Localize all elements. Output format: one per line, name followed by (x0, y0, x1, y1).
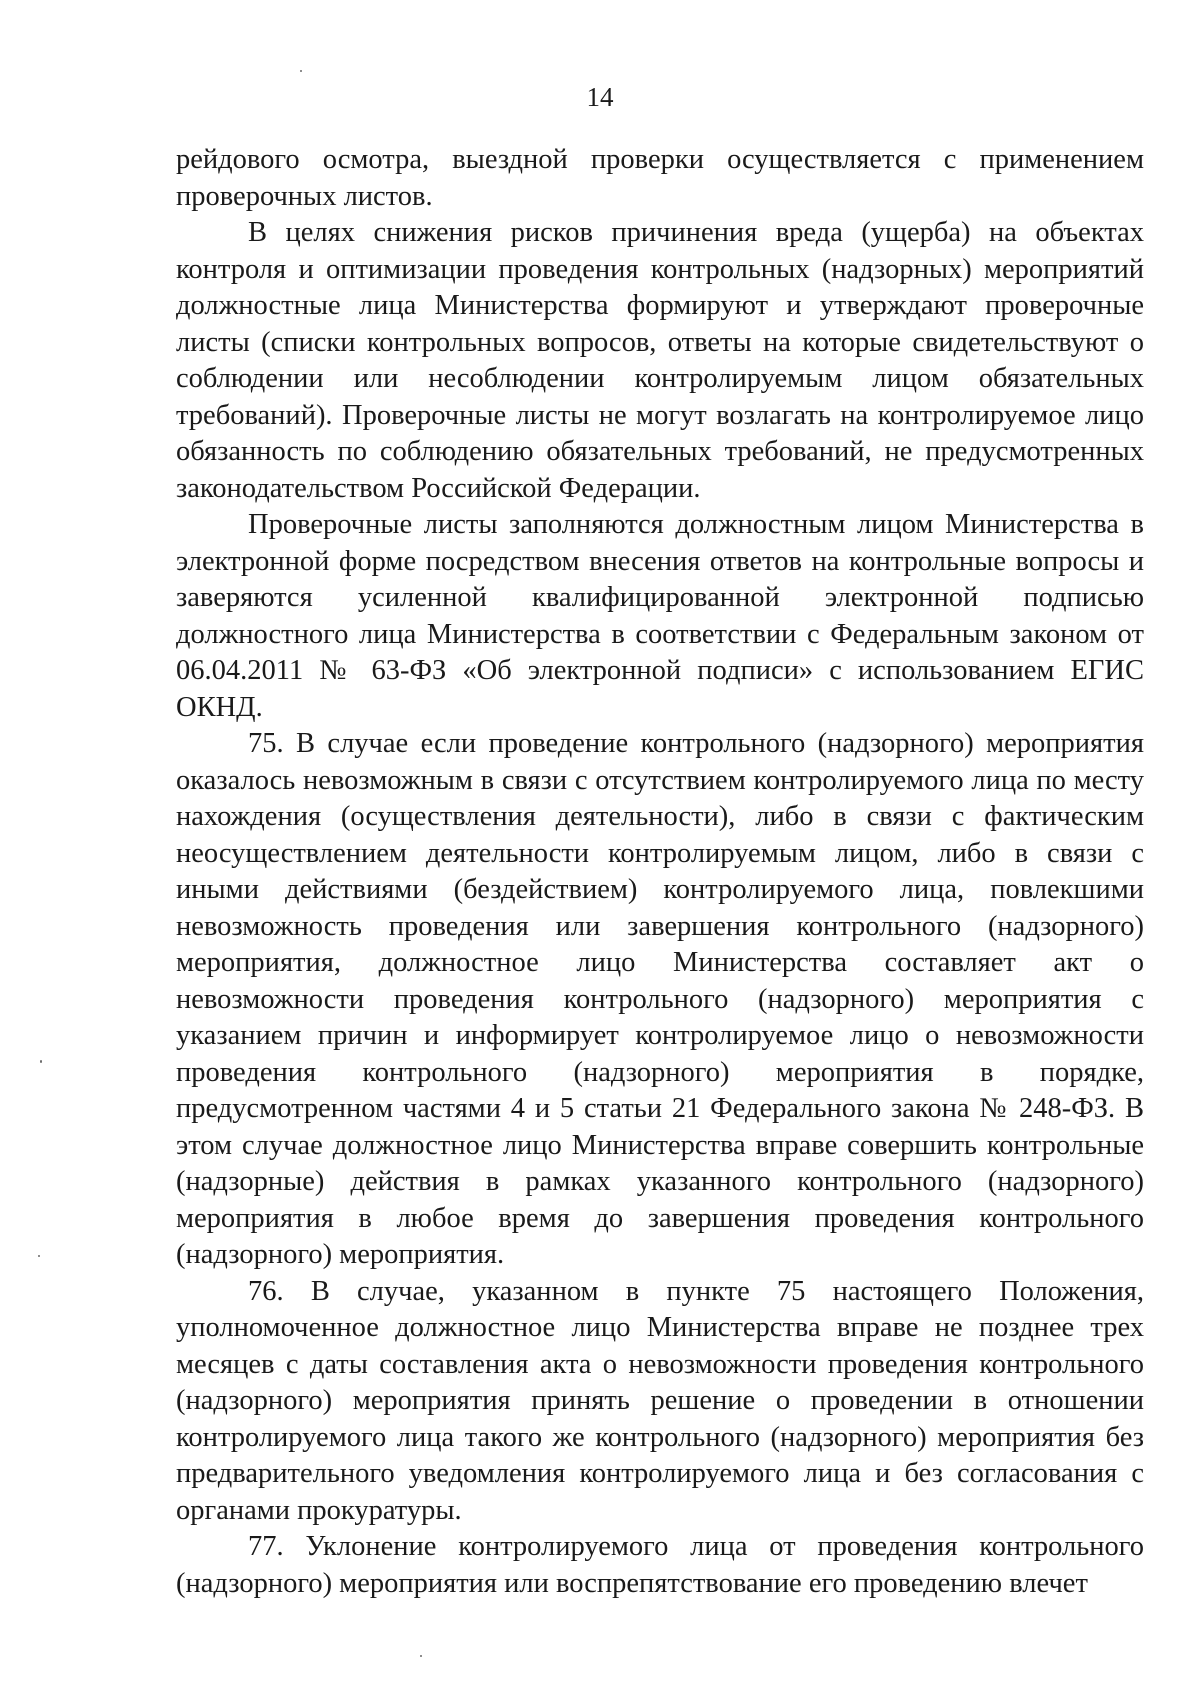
paragraph-item-77: 77. Уклонение контролируемого лица от проведения контрольного (надзорного) мероприятия или воспрепятствование его проведению влечет (176, 1531, 1144, 1599)
document-body (176, 142, 1144, 1602)
paragraph-checklists-filling: Проверочные листы заполняются должностным лицом Министерства в электронной форме посредством внесения ответов на контрольные вопросы и заверяются усиленной квалифицированной электронной подписью должностного лица Министерства в соответствии с Федеральным законом от 06.04.2011 № 63-ФЗ «Об электронной подписи» с использованием ЕГИС ОКНД. (176, 509, 1144, 723)
paragraph-item-76: 76. В случае, указанном в пункте 75 настоящего Положения, уполномоченное должностное лицо Министерства вправе не позднее трех месяцев с даты составления акта о невозможности проведения контрольного (надзорного) мероприятия принять решение о проведении в отношении контролируемого лица такого же контрольного (надзорного) мероприятия без предварительного уведомления контролируемого лица и без согласования с органами прокуратуры. (176, 1275, 1144, 1526)
scan-speck (420, 1655, 422, 1657)
page-number: 14 (586, 82, 614, 112)
paragraph-checklists-purpose: В целях снижения рисков причинения вреда (ущерба) на объектах контроля и оптимизации проведения контрольных (надзорных) мероприятий должностные лица Министерства формируют и утверждают проверочные листы (списки контрольных вопросов, ответы на которые свидетельствуют о соблюдении или несоблюдении контролируемым лицом обязательных требований). Проверочные листы не могут возлагать на контролируемое лицо обязанность по соблюдению обязательных требований, не предусмотренных законодательством Российской Федерации. (176, 217, 1144, 504)
scan-speck (40, 1060, 42, 1063)
scan-speck (300, 70, 302, 72)
scan-speck (38, 1255, 40, 1257)
paragraph-continuation: рейдового осмотра, выездной проверки осуществляется с применением проверочных листов. (176, 144, 1144, 212)
paragraph-item-75: 75. В случае если проведение контрольного (надзорного) мероприятия оказалось невозможным в связи с отсутствием контролируемого лица по месту нахождения (осуществления деятельности), либо в связи с фактическим неосуществлением деятельности контролируемым лицом, либо в связи с иными действиями (бездействием) контролируемого лица, повлекшими невозможность проведения или завершения контрольного (надзорного) мероприятия, должностное лицо Министерства составляет акт о невозможности проведения контрольного (надзорного) мероприятия с указанием причин и информирует контролируемое лицо о невозможности проведения контрольного (надзорного) мероприятия в порядке, предусмотренном частями 4 и 5 статьи 21 Федерального закона № 248-ФЗ. В этом случае должностное лицо Министерства вправе совершить контрольные (надзорные) действия в рамках указанного контрольного (надзорного) мероприятия в любое время до завершения проведения контрольного (надзорного) мероприятия. (176, 728, 1144, 1270)
